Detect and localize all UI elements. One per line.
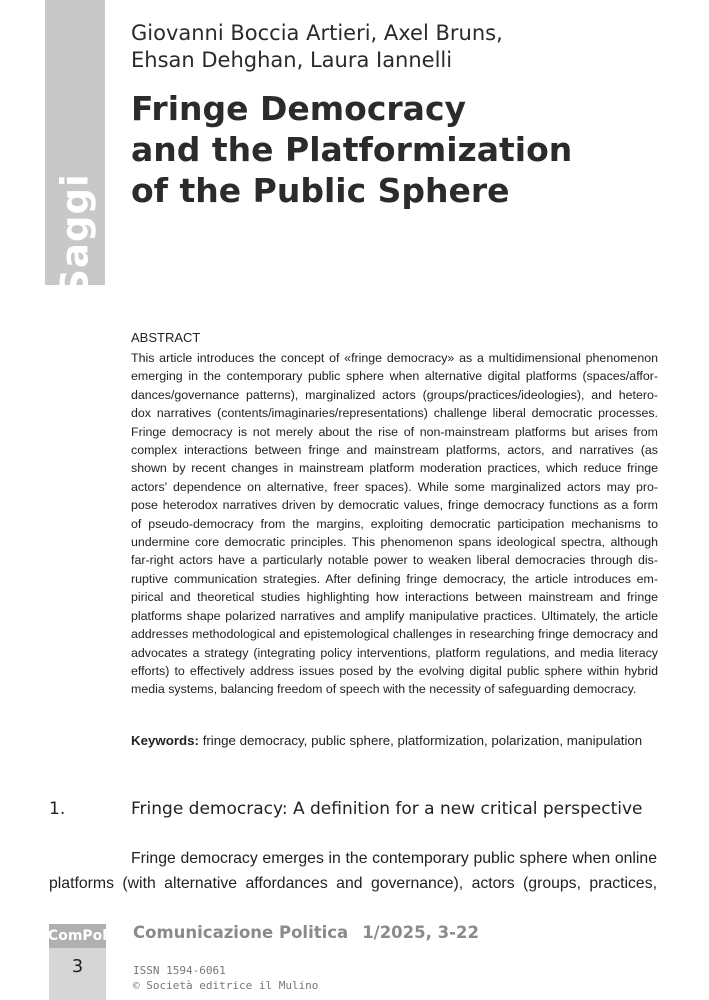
- journal-abbrev-box: ComPol: [49, 924, 106, 948]
- abstract-line: complex interactions between fringe and mainstream platforms, actors, and narratives (as: [131, 443, 658, 458]
- abstract-heading: ABSTRACT: [131, 330, 201, 345]
- article-title: [131, 88, 671, 211]
- section-category-text: Saggi: [53, 172, 97, 296]
- abstract-line: This article introduces the concept of «fringe democracy» as a multidimensional phenomenon: [131, 351, 658, 365]
- title-line-3: of the Public Sphere: [131, 171, 510, 210]
- body-paragraph: [49, 846, 657, 896]
- page-number: 3: [71, 956, 84, 977]
- abstract-line: platforms shape polarized narratives and amplify manipulative practices. Ultimately, the article: [131, 608, 658, 623]
- title-line-2: and the Platformization: [131, 130, 573, 169]
- abstract-line: undermine core democratic principles. This phenomenon spans ideological spectra, although: [131, 535, 658, 550]
- abstract-line: pirical and theoretical studies highlighting how interactions between mainstream and fringe: [131, 590, 658, 605]
- authors: [131, 20, 651, 74]
- abstract-line: addresses methodological and epistemological challenges in researching fringe democracy and: [131, 627, 658, 642]
- section-title: Fringe democracy: A definition for a new critical perspective: [131, 799, 643, 819]
- abstract-line: far-right actors have a particularly notable power to weaken liberal democracies through dis-: [131, 553, 658, 568]
- abstract-line: advocates a strategy (integrating policy interventions, platform regulations, and media literacy: [131, 645, 658, 660]
- body-line: platforms (with alternative affordances and governance), actors (groups, practices,: [49, 875, 657, 892]
- abstract-line: pose heterodox narratives driven by democratic values, fringe democracy functions as a form: [131, 498, 658, 513]
- keywords-text: fringe democracy, public sphere, platformization, polarization, manipulation: [202, 733, 643, 748]
- journal-issue: 1/2025, 3-22: [362, 923, 479, 942]
- issn: ISSN 1594-6061: [133, 964, 226, 977]
- section-number: 1.: [49, 799, 66, 819]
- abstract-line: efforts) to effectively address issues posed by the evolving digital public sphere within hybrid: [131, 663, 658, 678]
- keywords-label: Keywords:: [131, 733, 199, 748]
- section-category-label: [49, 172, 101, 296]
- abstract-line: Fringe democracy is not merely about the rise of non-mainstream platforms but arises from: [131, 424, 658, 439]
- abstract-line: dances/governance patterns), marginalized actors (groups/practices/ideologies), and hetero-: [131, 387, 658, 402]
- authors-line-2: Ehsan Dehghan, Laura Iannelli: [131, 48, 453, 72]
- abstract-line: of pseudo-democracy from the margins, exploiting democratic participation mechanisms to: [131, 516, 658, 531]
- abstract-line: shown by recent changes in mainstream platform moderation practices, which reduce fringe: [131, 461, 658, 476]
- abstract-line: dox narratives (contents/imaginaries/representations) challenge liberal democratic processes.: [131, 406, 658, 421]
- keywords: [131, 733, 671, 748]
- publisher: © Società editrice il Mulino: [133, 979, 319, 992]
- title-line-1: Fringe Democracy: [131, 89, 467, 128]
- body-line: Fringe democracy emerges in the contemporary public sphere when online: [131, 850, 657, 867]
- publication-info: [133, 963, 318, 993]
- authors-line-1: Giovanni Boccia Artieri, Axel Bruns,: [131, 21, 503, 45]
- abstract-body: [131, 349, 658, 699]
- abstract-line: actors' dependence on alternative, freer spaces). While some marginalized actors may pro-: [131, 479, 658, 494]
- journal-citation: [133, 923, 479, 942]
- abstract-line: emerging in the contemporary public sphere when alternative digital platforms (spaces/affor-: [131, 369, 658, 384]
- journal-name: Comunicazione Politica: [133, 923, 349, 942]
- abstract-line: media systems, balancing freedom of speech with the necessity of safeguarding democracy.: [131, 682, 637, 697]
- abstract-line: ruptive communication strategies. After defining fringe democracy, the article introduces em-: [131, 571, 658, 586]
